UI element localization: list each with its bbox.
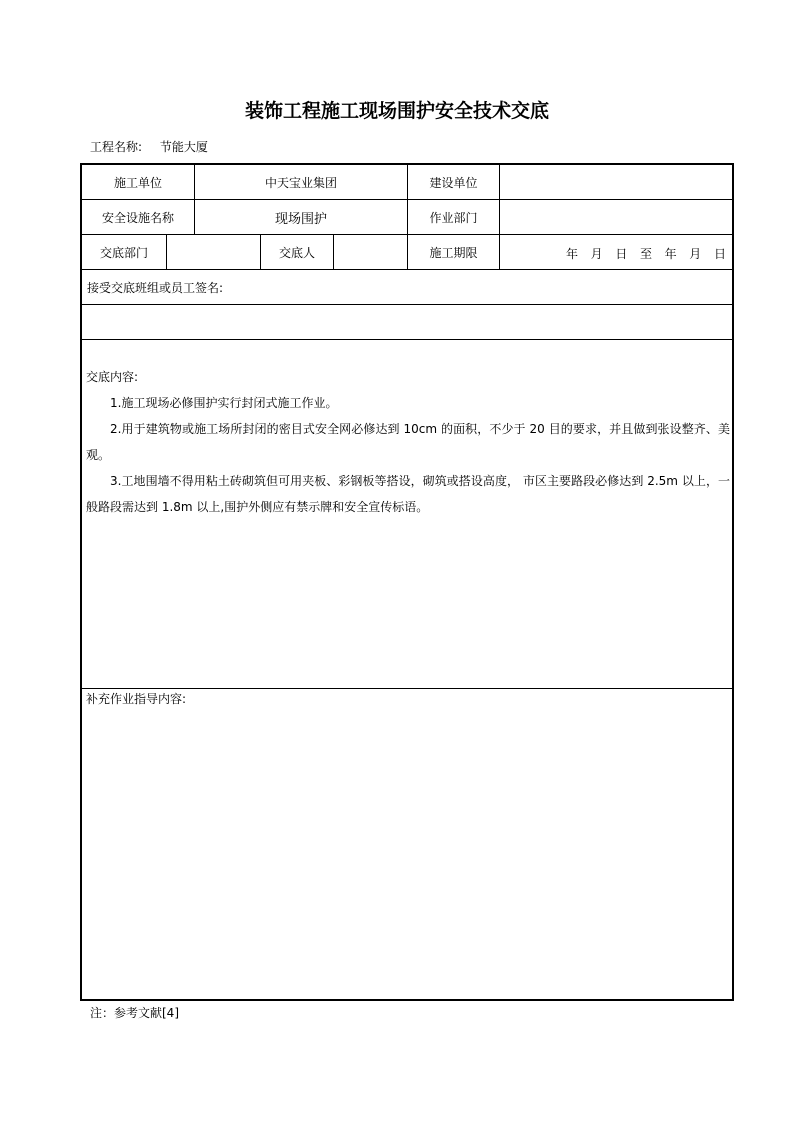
brief-person-value[interactable] [334, 235, 407, 269]
content-item-2: 2.用于建筑物或施工场所封闭的密目式安全网必修达到 10cm 的面积，不少于 20 目的要求，并且做到张设整齐、美观。 [86, 422, 730, 462]
work-dept-value[interactable] [500, 200, 732, 234]
project-line [90, 138, 208, 155]
reference-note: 注：参考文献[4] [90, 1006, 179, 1020]
work-dept-label: 作业部门 [429, 210, 478, 225]
row-divider [81, 688, 733, 689]
period-end-day: 日 [713, 246, 726, 261]
project-name-value: 节能大厦 [159, 140, 208, 154]
period-end-month: 月 [689, 246, 702, 261]
period-end-year: 年 [664, 246, 677, 261]
build-unit-value[interactable] [500, 165, 732, 199]
build-unit-label: 建设单位 [429, 175, 478, 190]
supplement-label: 补充作业指导内容: [86, 692, 187, 706]
period-start-month: 月 [590, 246, 603, 261]
construction-unit-label: 施工单位 [113, 175, 162, 190]
col-divider [499, 234, 500, 269]
brief-dept-value[interactable] [167, 235, 260, 269]
content-label: 交底内容: [86, 370, 139, 384]
content-item-3: 3.工地围墙不得用粘土砖砌筑但可用夹板、彩钢板等搭设，砌筑或搭设高度， 市区主要路段必修达到 2.5m 以上，一般路段需达到 1.8m 以上,围护外侧应有禁示牌和安全宣传标语。 [86, 474, 730, 514]
facility-name-label: 安全设施名称 [101, 210, 174, 225]
document-title: 装饰工程施工现场围护安全技术交底 [244, 100, 549, 122]
disclosure-content [86, 364, 730, 520]
signature-label: 接受交底班组或员工签名: [87, 280, 224, 295]
period-label: 施工期限 [429, 245, 478, 260]
facility-name-value[interactable]: 现场围护 [274, 211, 327, 227]
signature-area[interactable] [82, 305, 732, 339]
row-divider [81, 339, 733, 340]
brief-dept-label: 交底部门 [99, 245, 148, 260]
project-name-label: 工程名称: [90, 140, 143, 154]
construction-unit-value[interactable]: 中天宝业集团 [264, 175, 337, 190]
period-start-year: 年 [566, 246, 579, 261]
brief-person-label: 交底人 [278, 245, 315, 260]
content-item-1: 1.施工现场必修围护实行封闭式施工作业。 [110, 396, 338, 410]
period-value[interactable] [566, 236, 726, 270]
period-start-day: 日 [615, 246, 628, 261]
period-to: 至 [639, 246, 652, 261]
